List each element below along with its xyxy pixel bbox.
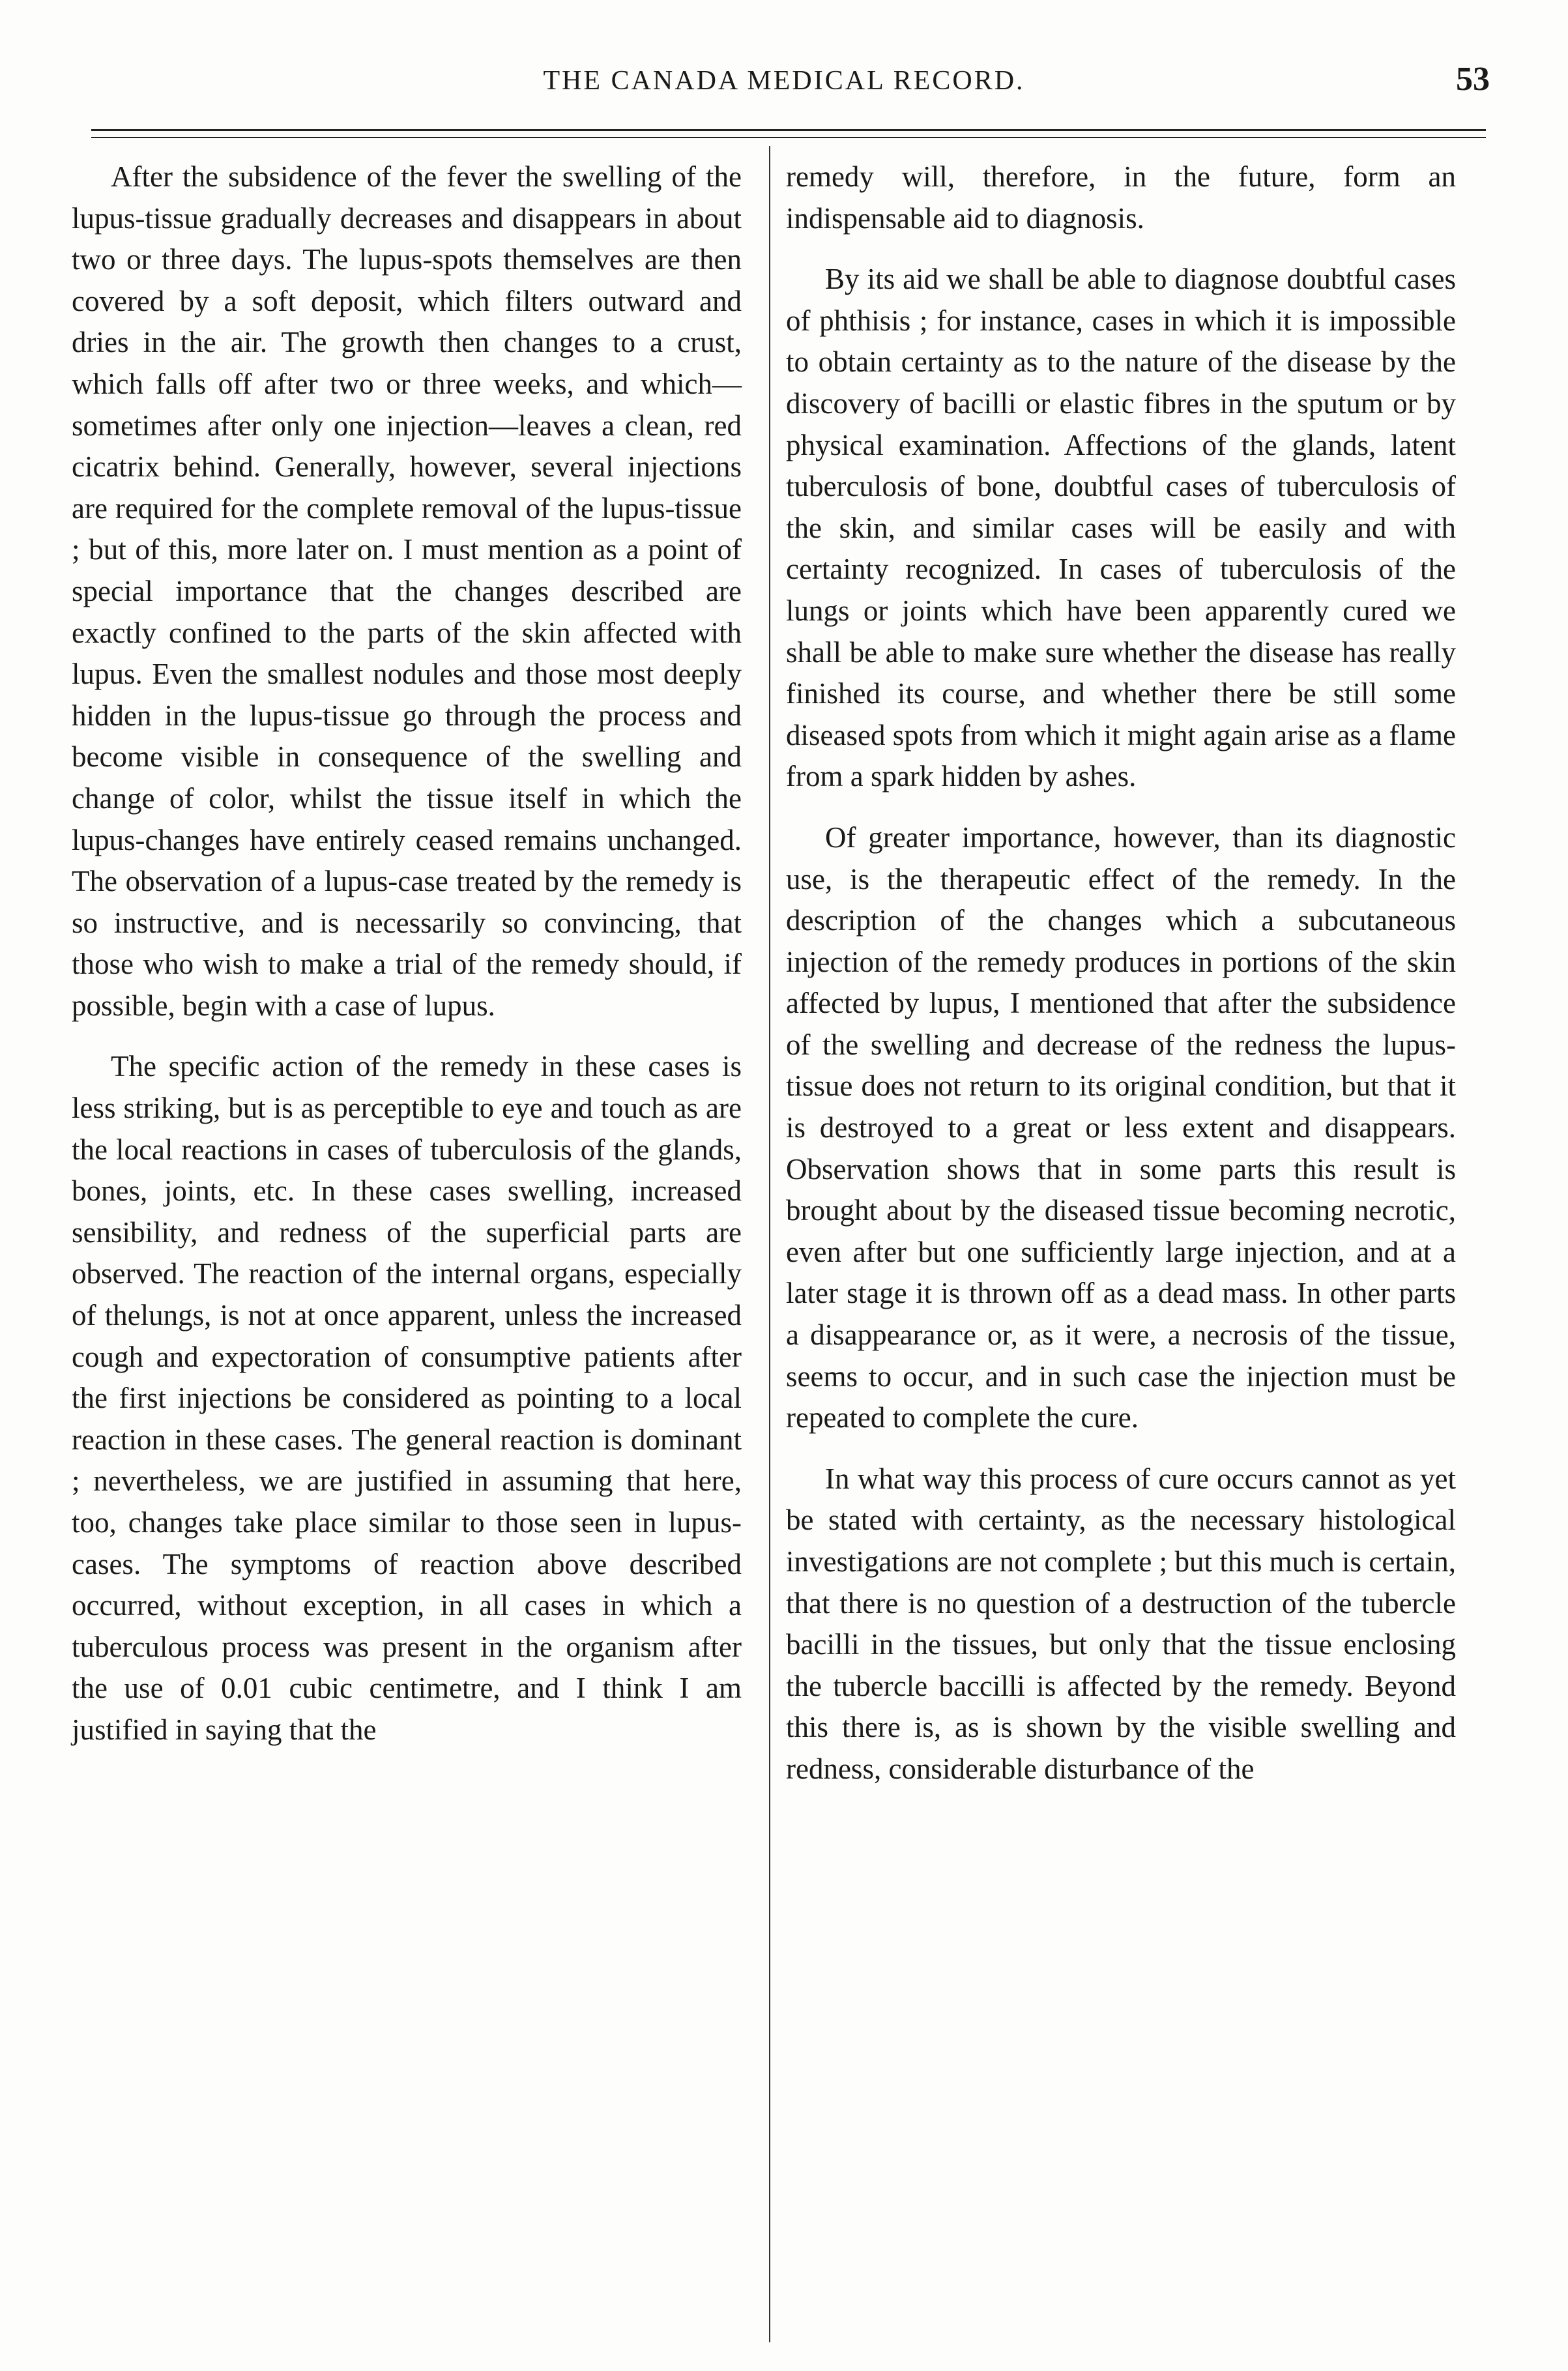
page-header [78,57,1490,109]
page-number: 53 [1456,61,1490,98]
right-paragraph-1: remedy will, therefore, in the future, form an indispensable aid to diagnosis. [786,160,1456,235]
running-title: THE CANADA MEDICAL RECORD. [543,66,1025,96]
right-paragraph-4: In what way this process of cure occurs cannot as yet be stated with certainty, as the necessary histological investigations are not complete ; but this much is certain, that there is no question of a destruction of the tubercle bacilli in the tissues, but only that the tissue enclosing the tubercle baccilli is affected by the remedy. Beyond this there is, as is shown by the visible swelling and redness, considerable disturbance of the [786,1462,1456,1785]
header-rule-bottom [91,137,1486,138]
left-paragraph-1: After the subsidence of the fever the swelling of the lupus-tissue gradually decreases and disappears in about two or three days. The lupus-spots themselves are then covered by a soft deposit, which filters outward and dries in the air. The growth then changes to a crust, which falls off after two or three weeks, and which—sometimes after only one injection—leaves a clean, red cicatrix behind. Generally, however, several injections are required for the complete removal of the lupus-tissue ; but of this, more later on. I must mention as a point of special importance that the changes described are exactly confined to the parts of the skin affected with lupus. Even the smallest nodules and those most deeply hidden in the lupus-tissue go through the process and become visible in consequence of the swelling and change of color, whilst the tissue itself in which the lupus-changes have entirely ceased remains unchanged. The observation of a lupus-case treated by the remedy is so instructive, and is necessarily so convincing, that those who wish to make a trial of the remedy should, if possible, begin with a case of lupus. [72,160,742,1022]
column-divider [769,146,770,2342]
left-column [72,156,742,1771]
header-rule-top [91,129,1486,131]
right-paragraph-3: Of greater importance, however, than its diagnostic use, is the therapeutic effect of the remedy. In the description of the changes which a subcutaneous injection of the remedy produces in portions of the skin affected by lupus, I mentioned that after the subsidence of the swelling and decrease of the redness the lupus-tissue does not return to its original condition, but that it is destroyed to a great or less extent and disappears. Observation shows that in some parts this result is brought about by the diseased tissue becoming necrotic, even after but one sufficiently large injection, and at a later stage it is thrown off as a dead mass. In other parts a disappearance or, as it were, a necrosis of the tissue, seems to occur, and in such case the injection must be repeated to complete the cure. [786,821,1456,1434]
left-paragraph-2: The specific action of the remedy in these cases is less striking, but is as perceptible to eye and touch as are the local reactions in cases of tuberculosis of the glands, bones, joints, etc. In these cases swelling, increased sensibility, and redness of the superficial parts are observed. The reaction of the internal organs, especially of thelungs, is not at once apparent, unless the increased cough and expectoration of consumptive patients after the first injections be considered as pointing to a local reaction in these cases. The general reaction is dominant ; nevertheless, we are justified in assuming that here, too, changes take place similar to those seen in lupus-cases. The symptoms of reaction above described occurred, without exception, in all cases in which a tuberculous process was present in the organism after the use of 0.01 cubic centimetre, and I think I am justified in saying that the [72,1050,742,1746]
right-paragraph-2: By its aid we shall be able to diagnose doubtful cases of phthisis ; for instance, cases in which it is impossible to obtain certainty as to the nature of the disease by the discovery of bacilli or elastic fibres in the sputum or by physical examination. Affections of the glands, latent tuberculosis of bone, doubtful cases of tuberculosis of the skin, and similar cases will be easily and with certainty recognized. In cases of tuberculosis of the lungs or joints which have been apparently cured we shall be able to make sure whether the disease has really finished its course, and whether there be still some diseased spots from which it might again arise as a flame from a spark hidden by ashes. [786,263,1456,793]
right-column [786,156,1456,1810]
